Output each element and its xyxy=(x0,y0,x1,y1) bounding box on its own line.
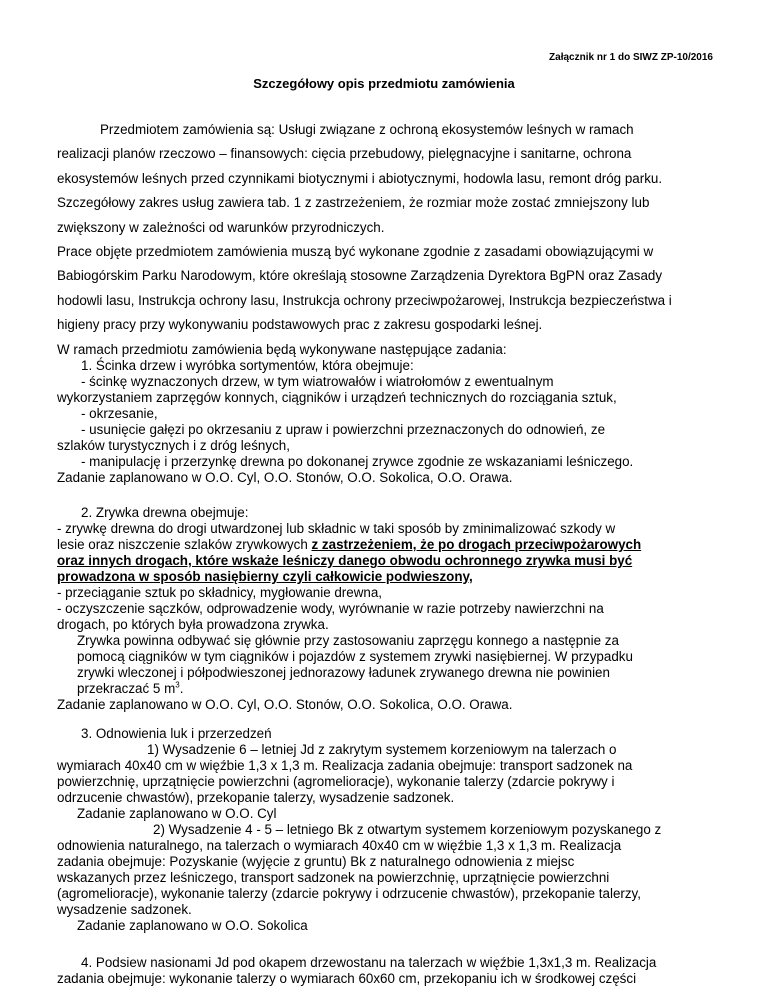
intro-line: realizacji planów rzeczowo – finansowych: cięcia przebudowy, pielęgnacyjne i sanitarne, ochrona xyxy=(57,146,632,162)
section-4-line: zadania obejmuje: wykonanie talerzy o wymiarach 60x60 cm, przekopaniu ich w środkowej części xyxy=(57,971,637,986)
intro-line: Przedmiotem zamówienia są: Usługi związane z ochroną ekosystemów leśnych w ramach xyxy=(100,122,634,137)
intro-line: ekosystemów leśnych przed czynnikami biotycznymi i abiotycznymi, hodowla lasu, remont dróg parku. xyxy=(57,170,663,186)
section-3-line: zadania obejmuje: Pozyskanie (wyjęcie z gruntu) Bk z naturalnego odnowienia z miejsc xyxy=(57,854,575,869)
section-1-line: wykorzystaniem zaprzęgów konnych, ciągników i urządzeń technicznych do rozciągania sztuk, xyxy=(57,390,617,405)
section-1-line: Zadanie zaplanowano w O.O. Cyl, O.O. Stonów, O.O. Sokolica, O.O. Orawa. xyxy=(57,470,513,485)
section-1 xyxy=(57,358,717,486)
section-1-heading: 1. Ścinka drzew i wyróbka sortymentów, która obejmuje: xyxy=(81,358,414,373)
section-4-heading: 4. Podsiew nasionami Jd pod okapem drzewostanu na talerzach w więźbie 1,3x1,3 m. Realizacja xyxy=(81,955,657,970)
intro-line: Babiogórskim Parku Narodowym, które określają stosowne Zarządzenia Dyrektora BgPN oraz Zasady xyxy=(57,268,663,284)
attachment-label: Załącznik nr 1 do SIWZ ZP-10/2016 xyxy=(549,52,713,63)
section-3-line: Zadanie zaplanowano w O.O. Cyl xyxy=(77,806,277,821)
section-3-line: Zadanie zaplanowano w O.O. Sokolica xyxy=(77,918,308,933)
section-3-line: odrzucenie chwastów), przekopanie talerzy, wysadzenie sadzonek. xyxy=(57,790,455,805)
section-2-line: przekraczać 5 $m^3$. xyxy=(77,680,184,696)
section-2-line: - przeciąganie sztuk po składnicy, mygłowanie drewna, xyxy=(57,585,383,600)
bold-underlined-text: prowadzona w sposób nasiębierny czyli całkowicie podwieszony, xyxy=(57,569,473,584)
section-1-line: - usunięcie gałęzi po okrzesaniu z upraw i powierzchni przeznaczonych do odnowień, ze xyxy=(81,422,606,437)
section-2-line: zrywki wleczonej i półpodwieszonej jednorazowy ładunek zrywanego drewna nie powinien xyxy=(77,665,610,680)
bold-underlined-text: z zastrzeżeniem, że po drogach przeciwpożarowych xyxy=(311,537,642,552)
section-3-line: 2) Wysadzenie 4 - 5 – letniego Bk z otwartym systemem korzeniowym pozyskanego z xyxy=(153,822,662,837)
intro-line: Prace objęte przedmiotem zamówienia muszą być wykonane zgodnie z zasadami obowiązującymi w xyxy=(57,244,654,260)
intro-line: higieny pracy przy wykonywaniu podstawowych prac z zakresu gospodarki leśnej. xyxy=(57,317,543,333)
intro-line: Szczegółowy zakres usług zawiera tab. 1 z zastrzeżeniem, że rozmiar może zostać zmniejszony lub xyxy=(57,195,650,211)
section-2-line: lesie oraz niszczenie szlaków zrywkowych z zastrzeżeniem, że po drogach przeciwpożarowych xyxy=(57,537,642,552)
section-2 xyxy=(57,505,717,713)
section-1-line: - manipulację i przerzynkę drewna po dokonanej zrywce zgodnie ze wskazaniami leśniczego. xyxy=(81,454,634,469)
intro-line: hodowli lasu, Instrukcja ochrony lasu, Instrukcja ochrony przeciwpożarowej, Instrukcja bezpieczeństwa i xyxy=(57,292,672,308)
section-1-line: - ścinkę wyznaczonych drzew, w tym wiatrowałów i wiatrołomów z ewentualnym xyxy=(81,374,554,389)
intro-paragraph xyxy=(57,118,717,362)
bold-underlined-text: oraz innych drogach, które wskaże leśniczy danego obwodu ochronnego zrywka musi być xyxy=(57,553,633,568)
section-3-line: wymiarach 40x40 cm w więźbie 1,3 x 1,3 m. Realizacja zadania obejmuje: transport sadzonek na xyxy=(57,758,633,773)
section-3 xyxy=(57,726,717,934)
section-2-line: pomocą ciągników w tym ciągników i pojazdów z systemem zrywki nasiębiernej. W przypadku xyxy=(77,649,633,664)
section-2-line: - zrywkę drewna do drogi utwardzonej lub składnic w taki sposób by zminimalizować szkody w xyxy=(57,521,616,536)
section-3-line: (agromelioracje), wykonanie talerzy (zdarcie pokrywy i odrzucenie chwastów), przekopanie talerzy, xyxy=(57,886,641,901)
section-1-line: szlaków turystycznych i z dróg leśnych, xyxy=(57,438,290,453)
section-3-heading: 3. Odnowienia luk i przerzedzeń xyxy=(81,726,272,741)
intro-line: W ramach przedmiotu zamówienia będą wykonywane następujące zadania: xyxy=(57,341,507,357)
page-title: Szczegółowy opis przedmiotu zamówienia xyxy=(253,76,515,91)
section-2-line: drogach, po których była prowadzona zrywka. xyxy=(57,617,329,632)
section-3-line: wskazanych przez leśniczego, transport sadzonek na powierzchnię, uprzątnięcie powierzchni xyxy=(57,870,610,885)
intro-line: zwiększony w zależności od warunków przyrodniczych. xyxy=(57,219,385,235)
section-4 xyxy=(57,955,717,987)
section-3-line: wysadzenie sadzonek. xyxy=(57,902,192,917)
section-3-line: powierzchnię, uprzątnięcie powierzchni (agromelioracje), wykonanie talerzy (zdarcie pokrywy i xyxy=(57,774,615,789)
section-2-line: Zadanie zaplanowano w O.O. Cyl, O.O. Stonów, O.O. Sokolica, O.O. Orawa. xyxy=(57,697,513,712)
section-2-line: - oczyszczenie sączków, odprowadzenie wody, wyrównanie w razie potrzeby nawierzchni na xyxy=(57,601,604,616)
section-3-line: odnowienia naturalnego, na talerzach o wymiarach 40x40 cm w więźbie 1,3 x 1,3 m. Realizacja xyxy=(57,838,622,853)
section-2-line: Zrywka powinna odbywać się głównie przy zastosowaniu zaprzęgu konnego a następnie za xyxy=(77,633,619,648)
section-2-heading: 2. Zrywka drewna obejmuje: xyxy=(81,505,249,520)
section-3-line: 1) Wysadzenie 6 – letniej Jd z zakrytym systemem korzeniowym na talerzach o xyxy=(147,742,617,757)
section-1-line: - okrzesanie, xyxy=(81,406,158,421)
